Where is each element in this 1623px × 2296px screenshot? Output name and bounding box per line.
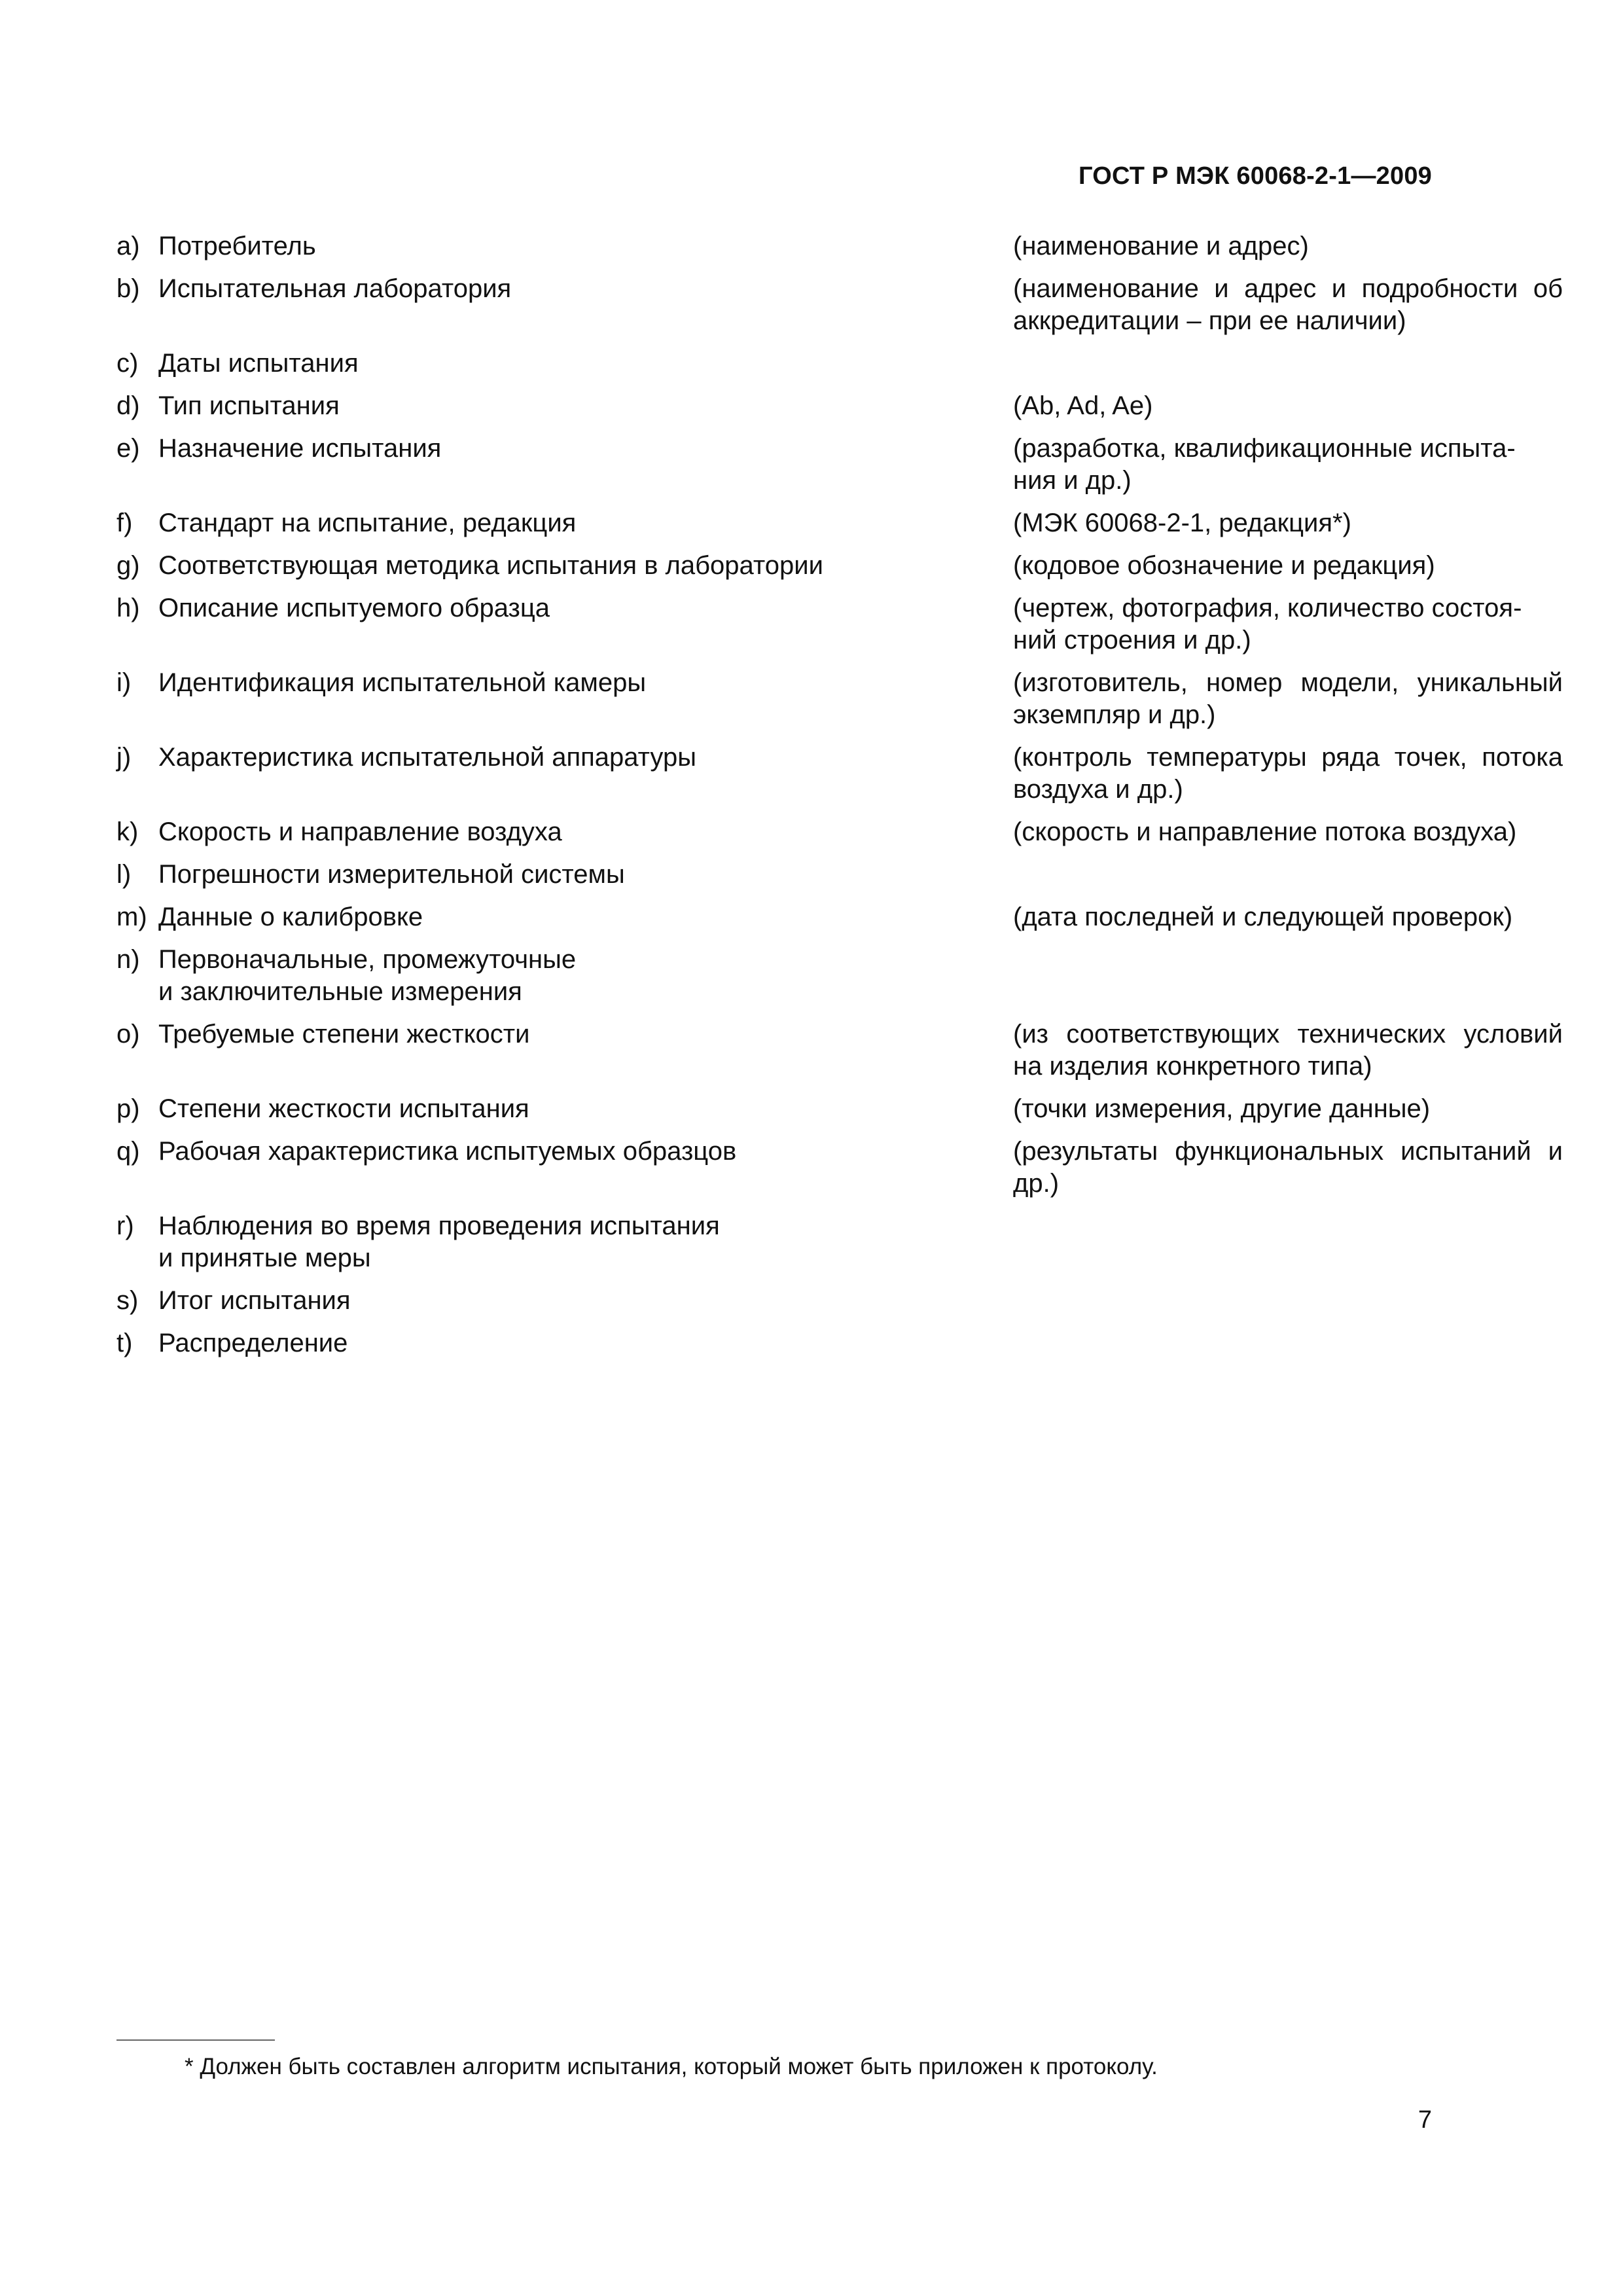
item-note: (из соответствующих технических условий на изделия конкретного типа) xyxy=(1013,1020,1563,1081)
item-left xyxy=(116,1093,902,1125)
item-label: o) xyxy=(116,1020,140,1049)
item-label: i) xyxy=(116,668,132,697)
item-text: Распределение xyxy=(158,1329,348,1357)
item-note: (наименование и адрес) xyxy=(1013,232,1309,260)
list-item xyxy=(116,742,1563,806)
document-header: ГОСТ Р МЭК 60068-2-1—2009 xyxy=(1079,162,1432,190)
item-left xyxy=(116,859,902,891)
item-left xyxy=(116,1285,902,1317)
item-left xyxy=(116,592,902,624)
report-items-list xyxy=(116,230,1563,1370)
item-text: Назначение испытания xyxy=(158,434,442,463)
item-text: Требуемые степени жесткости xyxy=(158,1020,530,1049)
list-item xyxy=(116,859,1432,891)
list-item xyxy=(116,433,1516,497)
item-note: (чертеж, фотография, количество состоя- ний строения и др.) xyxy=(1013,594,1522,655)
item-left xyxy=(116,944,902,1008)
list-item xyxy=(116,230,1432,262)
item-text: Идентификация испытательной камеры xyxy=(158,668,647,697)
item-left xyxy=(116,1018,902,1050)
item-note: (результаты функциональных испытаний и др.) xyxy=(1013,1137,1563,1198)
item-label: a) xyxy=(116,232,140,260)
list-item xyxy=(116,273,1563,337)
item-note: (наименование и адрес и подробности об аккредитации – при ее наличии) xyxy=(1013,274,1563,335)
item-left xyxy=(116,348,902,380)
item-left xyxy=(116,1136,902,1168)
list-item xyxy=(116,1285,1432,1317)
page-number: 7 xyxy=(1418,2106,1432,2134)
item-label: m) xyxy=(116,903,147,931)
item-label: r) xyxy=(116,1211,134,1240)
item-note: (МЭК 60068-2-1, редакция*) xyxy=(1013,509,1351,537)
item-left xyxy=(116,273,902,305)
item-note: (дата последней и следующей проверок) xyxy=(1013,903,1513,931)
item-left xyxy=(116,816,902,848)
item-label: c) xyxy=(116,349,139,378)
item-text: Погрешности измерительной системы xyxy=(158,860,625,889)
item-left xyxy=(116,390,902,422)
item-left xyxy=(116,1210,902,1274)
list-item xyxy=(116,1327,1432,1359)
list-item xyxy=(116,901,1513,933)
list-item xyxy=(116,944,1432,1008)
item-note: (разработка, квалификационные испыта- ния и др.) xyxy=(1013,434,1516,495)
item-left xyxy=(116,1327,902,1359)
item-note: (точки измерения, другие данные) xyxy=(1013,1094,1431,1123)
item-left xyxy=(116,230,902,262)
item-text: Даты испытания xyxy=(158,349,359,378)
list-item xyxy=(116,816,1517,848)
list-item xyxy=(116,1136,1563,1200)
item-text: Соответствующая методика испытания в лаборатории xyxy=(158,551,823,580)
item-note: (скорость и направление потока воздуха) xyxy=(1013,817,1517,846)
item-text: Первоначальные, промежуточные и заключительные измерения xyxy=(158,945,577,1006)
list-item xyxy=(116,592,1522,656)
list-item xyxy=(116,550,1435,582)
item-label: b) xyxy=(116,274,140,303)
item-text: Тип испытания xyxy=(158,391,340,420)
item-label: t) xyxy=(116,1329,133,1357)
item-text: Испытательная лаборатория xyxy=(158,274,512,303)
footnote: * Должен быть составлен алгоритм испытания, который может быть приложен к протоколу. xyxy=(185,2054,1158,2079)
item-note: (контроль температуры ряда точек, потока воздуха и др.) xyxy=(1013,743,1563,804)
item-note: (Ab, Ad, Ae) xyxy=(1013,391,1153,420)
item-note: (изготовитель, номер модели, уникальный экземпляр и др.) xyxy=(1013,668,1563,729)
item-label: f) xyxy=(116,509,133,537)
list-item xyxy=(116,507,1432,539)
list-item xyxy=(116,667,1563,731)
item-label: g) xyxy=(116,551,140,580)
item-text: Итог испытания xyxy=(158,1286,351,1315)
item-label: e) xyxy=(116,434,140,463)
item-label: s) xyxy=(116,1286,139,1315)
item-label: j) xyxy=(116,743,132,772)
item-label: k) xyxy=(116,817,139,846)
item-text: Потребитель xyxy=(158,232,316,260)
item-label: d) xyxy=(116,391,140,420)
item-label: q) xyxy=(116,1137,140,1166)
list-item xyxy=(116,390,1432,422)
item-text: Рабочая характеристика испытуемых образцов xyxy=(158,1137,737,1166)
item-text: Характеристика испытательной аппаратуры xyxy=(158,743,696,772)
item-text: Скорость и направление воздуха xyxy=(158,817,562,846)
item-left xyxy=(116,550,902,582)
list-item xyxy=(116,1210,1432,1274)
item-text: Стандарт на испытание, редакция xyxy=(158,509,577,537)
list-item xyxy=(116,1093,1432,1125)
footnote-separator xyxy=(116,2039,275,2041)
item-label: h) xyxy=(116,594,140,622)
item-left xyxy=(116,433,902,465)
item-left xyxy=(116,901,902,933)
item-text: Данные о калибровке xyxy=(158,903,423,931)
item-text: Описание испытуемого образца xyxy=(158,594,550,622)
list-item xyxy=(116,1018,1563,1083)
item-label: l) xyxy=(116,860,132,889)
item-left xyxy=(116,507,902,539)
item-text: Степени жесткости испытания xyxy=(158,1094,529,1123)
item-text: Наблюдения во время проведения испытания и принятые меры xyxy=(158,1211,720,1272)
item-label: p) xyxy=(116,1094,140,1123)
item-note: (кодовое обозначение и редакция) xyxy=(1013,551,1435,580)
item-label: n) xyxy=(116,945,140,974)
item-left xyxy=(116,742,902,774)
item-left xyxy=(116,667,902,699)
list-item xyxy=(116,348,1432,380)
